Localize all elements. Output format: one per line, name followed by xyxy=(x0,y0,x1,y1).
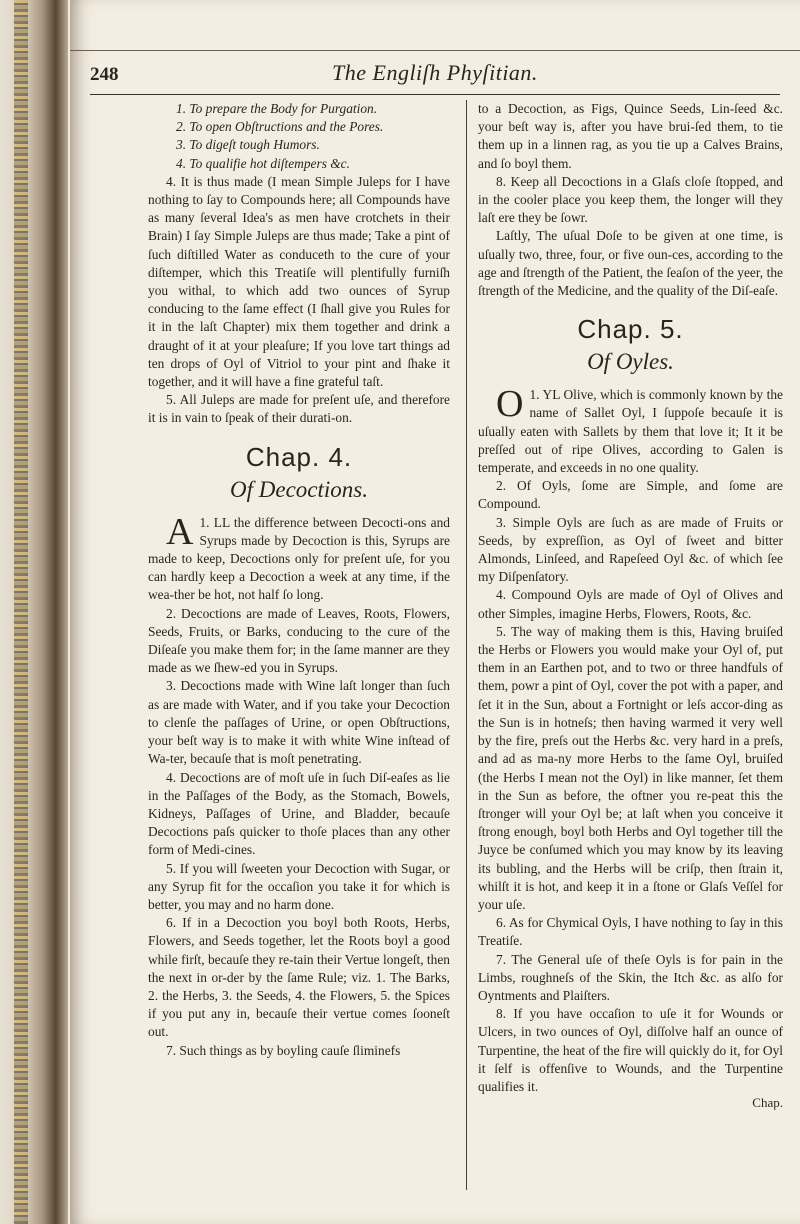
paragraph: 4. Compound Oyls are made of Oyl of Olives and other Simples, imagine Herbs, Flowers, Roots, &c. xyxy=(478,587,783,621)
list-item: 3. To digeſt tough Humors. xyxy=(176,137,320,153)
drop-cap: O xyxy=(496,383,524,426)
paragraph: 2. Decoctions are made of Leaves, Roots, Flowers, Seeds, Fruits, or Barks, conducing to the cure of the Diſeaſe you make them for; in the ſame manner are they made as we ſhew-ed you in Syrups. xyxy=(148,605,450,676)
header-rule xyxy=(90,94,780,95)
chapter-heading: Chap. 5. xyxy=(577,314,684,345)
paragraph: 7. The General uſe of theſe Oyls is for pain in the Limbs, roughneſs of the Skin, the Itch &c. as alſo for Oyntments and Plaiſters. xyxy=(478,951,783,1003)
paragraph: 4. Decoctions are of moſt uſe in ſuch Diſ-eaſes as lie in the Paſſages of the Body, as the Stomach, Bowels, Kidneys, Paſſages of Urine, and Bladder, becauſe Decoctions paſs quicker to thoſe places than any other form of Medi-cines. xyxy=(148,769,450,858)
paragraph-text: 1. LL the difference between Decocti-ons and Syrups made by Decoction is this, Syrups are made to keep, Decoctions only for preſent uſe, for you can hardly keep a Decoction a week at any time, if the wea-ther be hot, not half ſo long. xyxy=(148,514,450,603)
list-item: 4. To qualifie hot diſtempers &c. xyxy=(176,155,350,171)
paragraph: Laſtly, The uſual Doſe to be given at one time, is uſually two, three, four, or five oun-ces, according to the age and ſtrength of the Patient, the ſeaſon of the yeer, the ſtrength of the Medicine, and the quality of the Diſ-eaſe. xyxy=(478,228,783,299)
paragraph: 5. The way of making them is this, Having bruiſed the Herbs or Flowers you would make your Oyl of, put them in an Earthen pot, and to two or three handfuls of them, powr a pint of Oyl, cover the pot with a paper, and ſet it in the Sun, about a Fortnight or leſs accor-ding as the Sun is in hotneſs; then having warmed it very well by the fire, preſs out the Herbs &c. very hard in a preſs, and ad as ma-ny more Herbs to the ſame Oyl, bruiſed (the Herbs I mean not the Oyl) in like manner, ſet them in the Sun as before, the oftner you re-peat this the ſtronger will your Oyl be; at laſt when you conceive it ſtrong enough, boyl both Herbs and Oyl together till the Juyce be conſumed which you may know by its leaving its bubling, and the Herbs will be criſp, then ſtrain it, whilſt it is hot, and keep it in a ſtone or Glaſs Veſſel for your uſe. xyxy=(478,623,783,912)
paragraph: 6. If in a Decoction you boyl both Roots, Herbs, Flowers, and Seeds together, let the Roots boyl a good while firſt, becauſe they re-tain their Vertue longeſt, then the next in or-der by the ſame Rule; viz. 1. The Barks, 2. the Herbs, 3. the Seeds, 4. the Flowers, 5. the Spices if you put any in, becauſe their vertue comes ſooneſt out. xyxy=(148,915,450,1040)
right-column xyxy=(478,100,783,1112)
paragraph: 6. As for Chymical Oyls, I have nothing to ſay in this Treatiſe. xyxy=(478,915,783,949)
left-column xyxy=(148,100,450,1060)
paragraph: 8. If you have occaſion to uſe it for Wounds or Ulcers, in two ounces of Oyl, diſſolve half an ounce of Turpentine, the heat of the fire will quickly do it, for Oyl it ſelf is offenſive to Wounds, and the Turpentine qualifies it. xyxy=(478,1006,783,1094)
book-page xyxy=(70,0,800,1224)
top-edge-line xyxy=(70,50,800,51)
paragraph: 5. All Juleps are made for preſent uſe, and therefore it is in vain to ſpeak of their durati-on. xyxy=(148,392,450,426)
paragraph-dropcap xyxy=(148,510,450,605)
paragraph: 2. Of Oyls, ſome are Simple, and ſome are Compound. xyxy=(478,478,783,512)
catchword: Chap. xyxy=(752,1095,783,1111)
chapter-subtitle: Of Decoctions. xyxy=(230,476,368,502)
chapter-heading: Chap. 4. xyxy=(245,441,353,472)
chapter-subtitle: Of Oyles. xyxy=(587,349,674,375)
paragraph: 4. It is thus made (I mean Simple Juleps for I have nothing to ſay to Compounds here; all Compounds have as many ſeveral Idea's as men have crotchets in their Brain) I ſay Simple Juleps are thus made; Take a pint of ſuch diſtilled Water as conduceth to the cure of your diſtemper, which this Treatiſe will plentifully furniſh you withal, to which add two ounces of Syrup conducing to the ſame effect (I ſhall give you Rules for it in the laſt Chapter) mix them together and drink a draught of it at your pleaſure; If you love tart things ad ten drops of Oyl of Vitriol to your pint and ſhake it together, and it will have a fine grateful taſt. xyxy=(148,173,450,390)
paragraph-dropcap xyxy=(478,383,783,477)
paragraph: 3. Decoctions made with Wine laſt longer than ſuch as are made with Water, and if you take your Decoction to clenſe the paſſages of Urine, or open Obſtructions, your beſt way is to make it with white Wine inſtead of Wa-ter, becauſe that is moſt penetrating. xyxy=(148,678,450,767)
list-item: 1. To prepare the Body for Purgation. xyxy=(176,101,378,116)
drop-cap: A xyxy=(166,510,194,553)
paragraph: 5. If you will ſweeten your Decoction with Sugar, or any Syrup fit for the occaſion you take it for which is better, you may and no harm done. xyxy=(148,860,450,912)
paragraph: 3. Simple Oyls are ſuch as are made of Fruits or Seeds, by expreſſion, as Oyl of ſweet and bitter Almonds, Linſeed, and Rapeſeed Oyl &c. of which ſee my Diſpenſatory. xyxy=(478,514,783,585)
paragraph-text: 1. YL Olive, which is commonly known by the name of Sallet Oyl, I ſuppoſe becauſe it is uſually eaten with Sallets by them that love it; It it be preſſed out of ripe Olives, according to Galen is temperate, and exceeds in no one quality. xyxy=(478,387,783,476)
column-divider xyxy=(466,100,467,1190)
book-binding xyxy=(0,0,68,1224)
page-number: 248 xyxy=(90,64,119,85)
paragraph: 7. Such things as by boyling cauſe ſliminefs xyxy=(166,1042,401,1058)
list-item: 2. To open Obſtructions and the Pores. xyxy=(176,119,384,135)
running-title: The Engliſh Phyſitian. xyxy=(332,60,538,85)
paragraph: to a Decoction, as Figs, Quince Seeds, Lin-ſeed &c. your beſt way is, after you have brui-ſed them, to tie them up in a linnen rag, as you tie up a Calves Brains, and ſo boyl them. xyxy=(478,101,783,171)
binding-edge xyxy=(14,0,28,1224)
paragraph: 8. Keep all Decoctions in a Glaſs cloſe ſtopped, and in the cooler place you keep them, the longer will they laſt ere they be ſowr. xyxy=(478,173,783,226)
